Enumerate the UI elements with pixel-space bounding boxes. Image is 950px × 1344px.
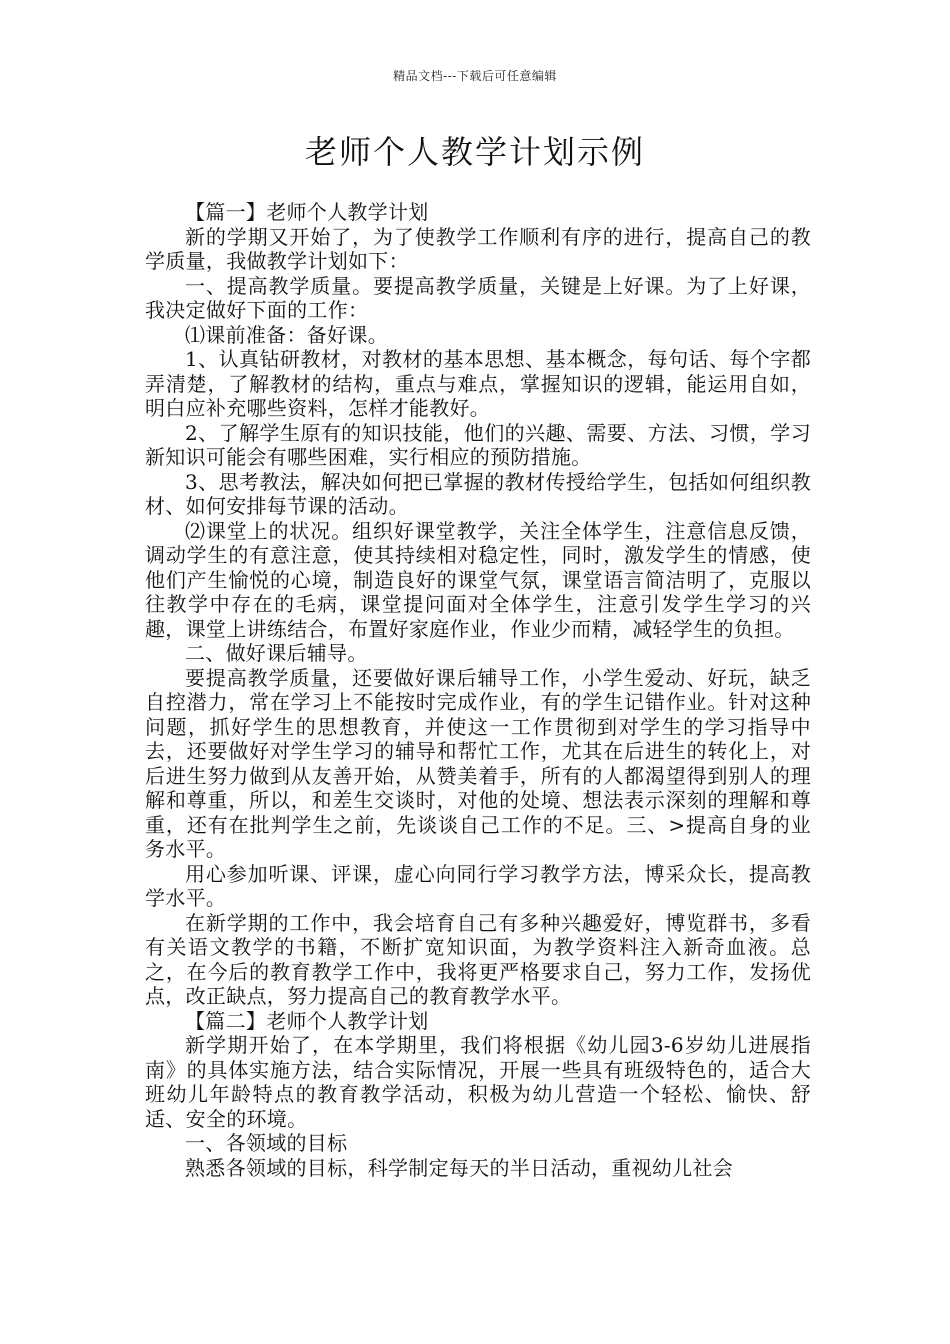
paragraph: 在新学期的工作中，我会培育自己有多种兴趣爱好，博览群书，多看有关语文教学的书籍，不断扩宽知识面，为教学资料注入新奇血液。总之，在今后的教育教学工作中，我将更严格要求自己，努力工作，发扬优点，改正缺点，努力提高自己的教育教学水平。 xyxy=(145,910,811,1008)
paragraph: 二、做好课后辅导。 xyxy=(185,641,368,665)
paragraph: 新的学期又开始了，为了使教学工作顺利有序的进行，提高自己的教学质量，我做教学计划如下： xyxy=(145,224,811,273)
section-heading-part-one: 【篇一】老师个人教学计划 xyxy=(185,200,429,224)
section-heading-part-two: 【篇二】老师个人教学计划 xyxy=(185,1008,429,1033)
paragraph: 2、了解学生原有的知识技能，他们的兴趣、需要、方法、习惯，学习新知识可能会有哪些困难，实行相应的预防措施。 xyxy=(145,420,811,469)
paragraph: ⑵课堂上的状况。组织好课堂教学，关注全体学生，注意信息反馈，调动学生的有意注意，使其持续相对稳定性，同时，激发学生的情感，使他们产生愉悦的心境，制造良好的课堂气氛，课堂语言简洁明了，克服以往教学中存在的毛病，课堂提问面对全体学生，注意引发学生学习的兴趣，课堂上讲练结合，布置好家庭作业，作业少而精，减轻学生的负担。 xyxy=(145,518,811,641)
paragraph: 一、提高教学质量。要提高教学质量，关键是上好课。为了上好课，我决定做好下面的工作： xyxy=(145,273,811,322)
paragraph: 新学期开始了，在本学期里，我们将根据《幼儿园3-6岁幼儿进展指南》的具体实施方法，结合实际情况，开展一些具有班级特色的，适合大班幼儿年龄特点的教育教学活动，积极为幼儿营造一个轻松、愉快、舒适、安全的环境。 xyxy=(145,1033,811,1131)
paragraph: 用心参加听课、评课，虚心向同行学习教学方法，博采众长，提高教学水平。 xyxy=(145,861,811,910)
paragraph: 要提高教学质量，还要做好课后辅导工作，小学生爱动、好玩，缺乏自控潜力，常在学习上不能按时完成作业，有的学生记错作业。针对这种问题，抓好学生的思想教育，并使这一工作贯彻到对学生的学习指导中去，还要做好对学生学习的辅导和帮忙工作，尤其在后进生的转化上，对后进生努力做到从友善开始，从赞美着手，所有的人都渴望得到别人的理解和尊重，所以，和差生交谈时，对他的处境、想法表示深刻的理解和尊重，还有在批判学生之前，先谈谈自己工作的不足。三、>提高自身的业务水平。 xyxy=(145,665,811,861)
paragraph: ⑴课前准备：备好课。 xyxy=(185,322,388,347)
paragraph: 1、认真钻研教材，对教材的基本思想、基本概念，每句话、每个字都弄清楚，了解教材的结构，重点与难点，掌握知识的逻辑，能运用自如，明白应补充哪些资料，怎样才能教好。 xyxy=(145,347,811,420)
page-header-note: 精品文档---下载后可任意编辑 xyxy=(393,69,557,83)
paragraph: 3、思考教法，解决如何把已掌握的教材传授给学生，包括如何组织教材、如何安排每节课的活动。 xyxy=(145,469,811,518)
paragraph: 一、各领域的目标 xyxy=(185,1131,348,1155)
paragraph: 熟悉各领域的目标，科学制定每天的半日活动，重视幼儿社会 xyxy=(185,1155,734,1180)
document-title: 老师个人教学计划示例 xyxy=(304,133,645,171)
document-body xyxy=(145,200,811,1180)
